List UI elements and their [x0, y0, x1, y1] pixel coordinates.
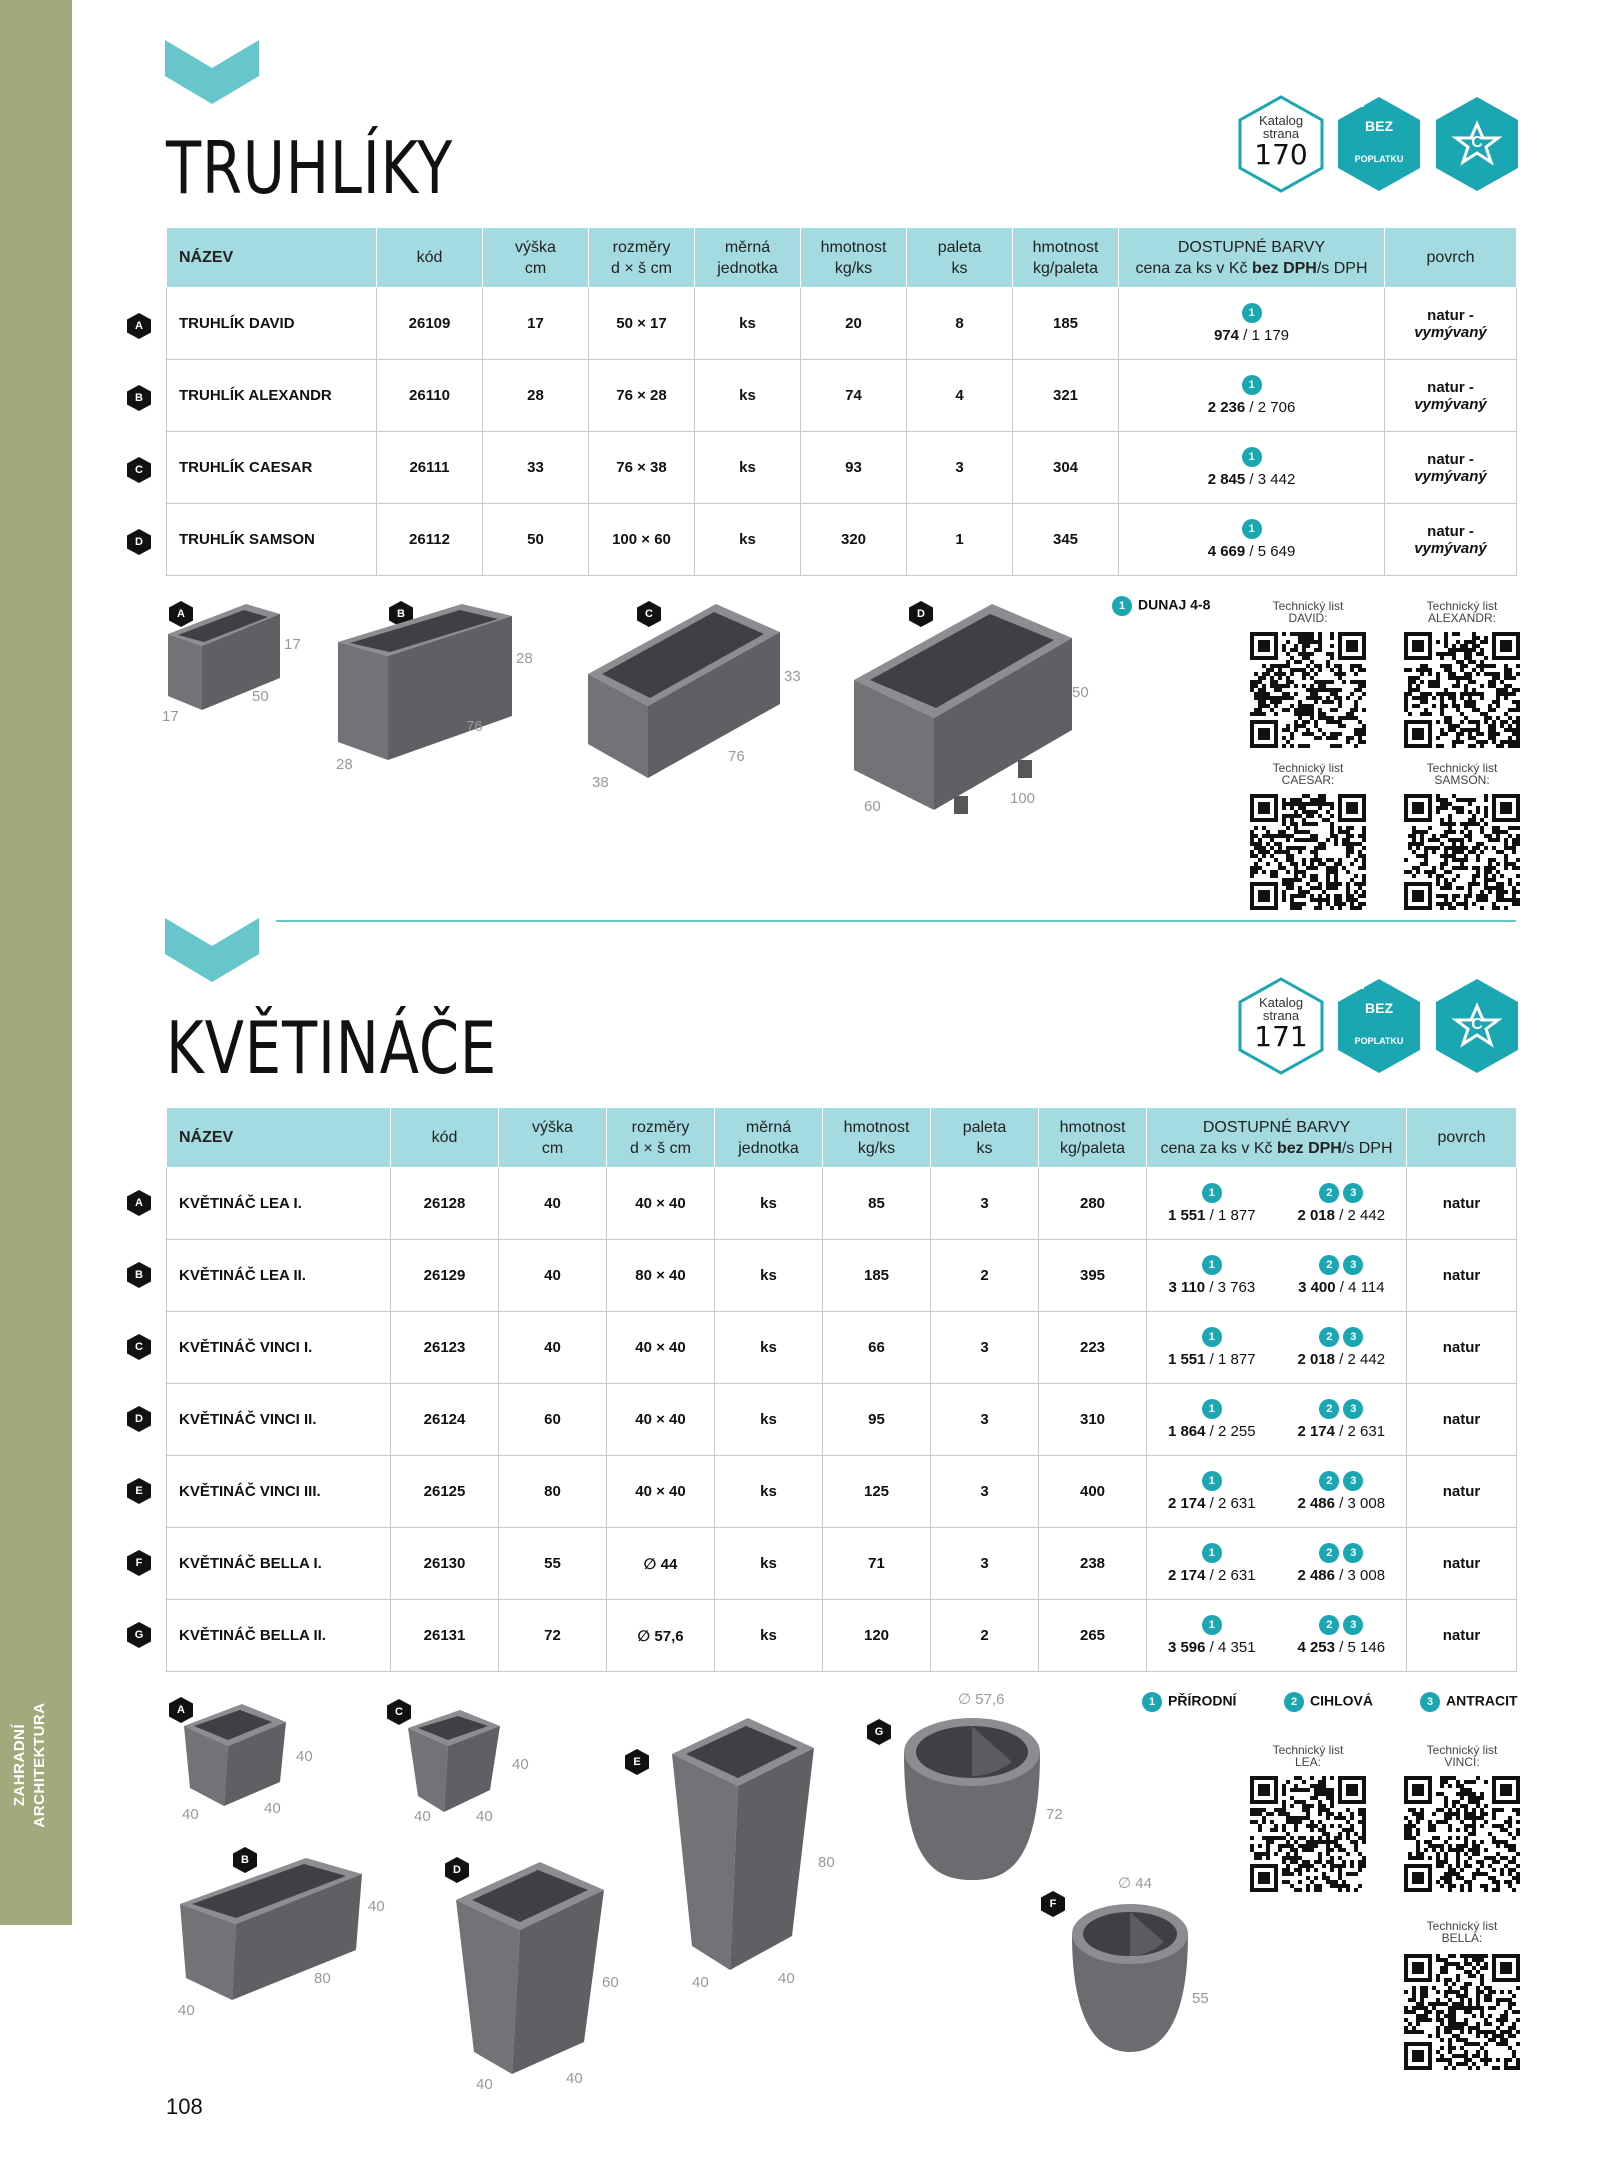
no-fee-badge: BEZ POPLATKU: [1334, 976, 1424, 1076]
class-badge: [1432, 976, 1522, 1076]
table-row: KVĚTINÁČ LEA I. 26128 40 40 × 40 ks 85 3 280 1 1 551 / 1 877 2 3 2 018 / 2 442 natur: [167, 1168, 1517, 1240]
sidebar-label: ZAHRADNÍ ARCHITEKTURA: [11, 1702, 48, 1828]
color-dot: 3: [1343, 1183, 1363, 1203]
qr-label: Technický list VINCI:: [1426, 1743, 1498, 1769]
row-letter-marker: C: [126, 456, 152, 484]
col-name-header: NÁZEV: [167, 228, 377, 288]
no-fee-badge: BEZ POPLATKU: [1334, 94, 1424, 194]
table-header-row: NÁZEV kód výška cm rozměry d × š cm měrná jednotka hmotnost kg/ks paleta ks hmotnost kg/paleta DOSTUPNÉ BARVY cena za ks v Kč bez DPH/s DPH povrch: [167, 1108, 1517, 1168]
col-weight-header: hmotnost kg/ks: [801, 228, 907, 288]
col-height-header: výška cm: [483, 228, 589, 288]
row-letter-marker: D: [126, 1405, 152, 1433]
pot-vinci-3-image: [668, 1714, 818, 1974]
table-row: TRUHLÍK DAVID 26109 17 50 × 17 ks 20 8 185 1 974 / 1 179 natur - vymývaný: [167, 288, 1517, 360]
row-letter-marker: B: [126, 384, 152, 412]
figure-letter-marker: G: [866, 1718, 892, 1746]
qr-code-icon[interactable]: [1404, 794, 1520, 910]
qr-code-icon[interactable]: [1250, 632, 1366, 748]
row-letter-marker: D: [126, 528, 152, 556]
figure-letter-marker: E: [624, 1748, 650, 1776]
qr-code-icon[interactable]: [1250, 1776, 1366, 1892]
table-header-row: [167, 228, 1517, 288]
table-row: KVĚTINÁČ VINCI II. 26124 60 40 × 40 ks 95 3 310 1 1 864 / 2 255 2 3 2 174 / 2 631 natur: [167, 1384, 1517, 1456]
badges-truhliky: [1236, 94, 1526, 194]
color-dot: 1: [1202, 1183, 1222, 1203]
class-badge: [1432, 94, 1522, 194]
catalog-page-badge: Katalog strana 171: [1236, 976, 1326, 1076]
color-dot: 3: [1343, 1327, 1363, 1347]
color-dot: 1: [1242, 303, 1262, 323]
figure-letter-marker: B: [388, 600, 414, 628]
class-letter: C: [1471, 134, 1483, 151]
badges-kvetinace: [1236, 976, 1526, 1076]
color-dot: 1: [1202, 1399, 1222, 1419]
col-code-header: kód: [377, 228, 483, 288]
page-number: 108: [166, 2094, 203, 2119]
qr-label: Technický list ALEXANDR:: [1426, 599, 1498, 625]
color-dot: 2: [1319, 1543, 1339, 1563]
color-dot: 3: [1343, 1543, 1363, 1563]
qr-label: Technický list LEA:: [1272, 1743, 1344, 1769]
qr-label: Technický list SAMSON:: [1426, 761, 1498, 787]
color-dot: 2: [1319, 1399, 1339, 1419]
row-letter-marker: B: [126, 1261, 152, 1289]
row-letter-marker: A: [126, 1189, 152, 1217]
row-letter-marker: E: [126, 1477, 152, 1505]
color-dot: 2: [1319, 1615, 1339, 1635]
qr-code-icon[interactable]: [1404, 1954, 1520, 2070]
col-pallet-weight-header: hmotnost kg/paleta: [1013, 228, 1119, 288]
pot-vinci-2-image: [452, 1858, 608, 2078]
table-row: KVĚTINÁČ VINCI III. 26125 80 40 × 40 ks 125 3 400 1 2 174 / 2 631 2 3 2 486 / 3 008 natur: [167, 1456, 1517, 1528]
color-dot: 1: [1242, 447, 1262, 467]
table-row: KVĚTINÁČ BELLA I. 26130 55 ∅ 44 ks 71 3 238 1 2 174 / 2 631 2 3 2 486 / 3 008 natur: [167, 1528, 1517, 1600]
planter-caesar-image: [584, 600, 784, 782]
section-chevron-icon: [165, 918, 259, 982]
figure-letter-marker: C: [386, 1698, 412, 1726]
row-letter-marker: C: [126, 1333, 152, 1361]
color-dot: 1: [1202, 1471, 1222, 1491]
color-dot: 1: [1202, 1615, 1222, 1635]
color-dot: 3: [1343, 1255, 1363, 1275]
col-pallet-header: paleta ks: [907, 228, 1013, 288]
qr-code-icon[interactable]: [1250, 794, 1366, 910]
table-row: KVĚTINÁČ VINCI I. 26123 40 40 × 40 ks 66 3 223 1 1 551 / 1 877 2 3 2 018 / 2 442 natur: [167, 1312, 1517, 1384]
pot-lea-1-image: [180, 1700, 290, 1810]
color-dot: 3: [1343, 1471, 1363, 1491]
kvetinace-table: [166, 1107, 1517, 1672]
figure-letter-marker: D: [908, 600, 934, 628]
color-legend-item: 3 ANTRACIT: [1420, 1692, 1518, 1712]
col-colors-header: DOSTUPNÉ BARVY cena za ks v Kč bez DPH/s DPH: [1119, 228, 1385, 288]
pallet-icon: [1334, 94, 1364, 108]
section-title-truhliky: TRUHLÍKY: [166, 126, 454, 210]
figure-letter-marker: F: [1040, 1890, 1066, 1918]
qr-code-icon[interactable]: [1404, 1776, 1520, 1892]
table-row: KVĚTINÁČ LEA II. 26129 40 80 × 40 ks 185 2 395 1 3 110 / 3 763 2 3 3 400 / 4 114 natur: [167, 1240, 1517, 1312]
section-chevron-icon: [165, 40, 259, 104]
color-dot: 1: [1242, 519, 1262, 539]
pot-lea-2-image: [176, 1854, 366, 2004]
catalog-page-badge: Katalog strana 170: [1236, 94, 1326, 194]
planter-samson-image: [850, 600, 1076, 818]
class-letter: C: [1471, 1016, 1483, 1033]
col-dims-header: rozměry d × š cm: [589, 228, 695, 288]
sidebar-strip: [0, 0, 72, 1925]
truhliky-table: [166, 227, 1517, 576]
table-row: KVĚTINÁČ BELLA II. 26131 72 ∅ 57,6 ks 120 2 265 1 3 596 / 4 351 2 3 4 253 / 5 146 natur: [167, 1600, 1517, 1672]
figure-letter-marker: A: [168, 600, 194, 628]
qr-code-icon[interactable]: [1404, 632, 1520, 748]
color-dot: 3: [1343, 1615, 1363, 1635]
section-title-kvetinace: KVĚTINÁČE: [166, 1006, 498, 1090]
col-surface-header: povrch: [1385, 228, 1517, 288]
color-dot: 3: [1343, 1399, 1363, 1419]
table-row: TRUHLÍK SAMSON 26112 50 100 × 60 ks 320 1 345 1 4 669 / 5 649 natur - vymývaný: [167, 504, 1517, 576]
figure-letter-marker: D: [444, 1856, 470, 1884]
pot-bella-1-image: [1068, 1900, 1192, 2056]
row-letter-marker: G: [126, 1621, 152, 1649]
section-divider: [276, 920, 1516, 922]
pot-bella-2-image: [900, 1714, 1044, 1884]
planter-alexandr-image: [334, 604, 516, 764]
color-legend-item: 1 DUNAJ 4-8: [1112, 596, 1210, 616]
row-letter-marker: F: [126, 1549, 152, 1577]
color-dot: 1: [1202, 1327, 1222, 1347]
table-row: TRUHLÍK CAESAR 26111 33 76 × 38 ks 93 3 304 1 2 845 / 3 442 natur - vymývaný: [167, 432, 1517, 504]
color-legend-item: 1 PŘÍRODNÍ: [1142, 1692, 1236, 1712]
color-dot: 2: [1319, 1327, 1339, 1347]
color-dot: 2: [1319, 1183, 1339, 1203]
pallet-icon: [1334, 976, 1364, 990]
color-legend-item: 2 CIHLOVÁ: [1284, 1692, 1373, 1712]
figure-letter-marker: A: [168, 1696, 194, 1724]
pot-vinci-1-image: [404, 1706, 504, 1816]
figure-letter-marker: C: [636, 600, 662, 628]
color-dot: 2: [1319, 1471, 1339, 1491]
col-unit-header: měrná jednotka: [695, 228, 801, 288]
color-dot: 1: [1202, 1543, 1222, 1563]
color-dot: 2: [1319, 1255, 1339, 1275]
qr-label: Technický list BELLA:: [1426, 1919, 1498, 1945]
qr-label: Technický list CAESAR:: [1272, 761, 1344, 787]
color-dot: 1: [1202, 1255, 1222, 1275]
color-dot: 1: [1242, 375, 1262, 395]
figure-letter-marker: B: [232, 1846, 258, 1874]
row-letter-marker: A: [126, 312, 152, 340]
qr-label: Technický list DAVID:: [1272, 599, 1344, 625]
table-row: TRUHLÍK ALEXANDR 26110 28 76 × 28 ks 74 4 321 1 2 236 / 2 706 natur - vymývaný: [167, 360, 1517, 432]
